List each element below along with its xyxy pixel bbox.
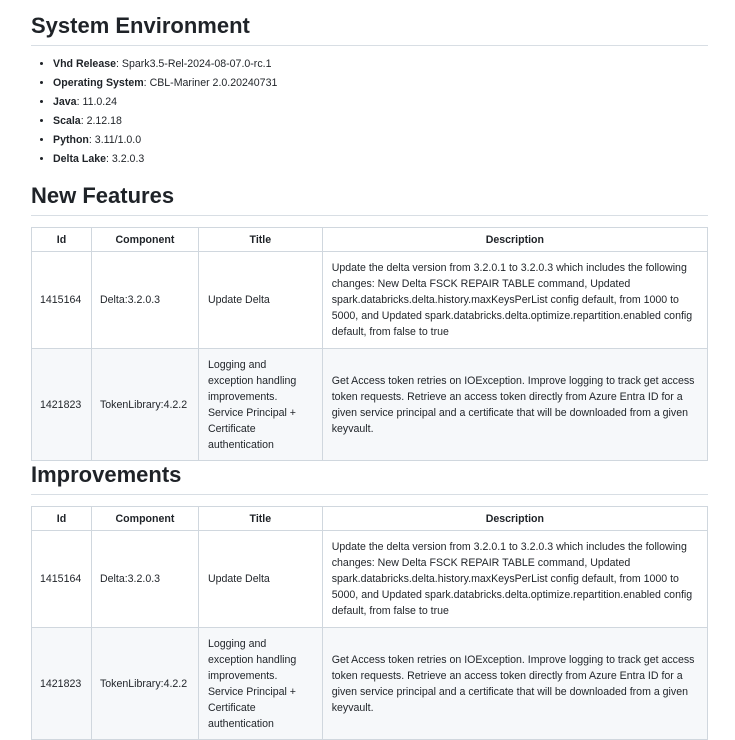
col-header-component: Component [91,228,198,252]
cell-id: 1415164 [32,531,92,628]
features-divider [31,215,708,216]
cell-component: Delta:3.2.0.3 [91,252,198,349]
improvements-table [31,506,708,740]
cell-description: Get Access token retries on IOException. Improve logging to track get access token requests. Retrieve an access token directly from Azure Entra ID for a given service principal and a certificate that will be downloaded from a given keyvault. [322,349,707,461]
col-header-title: Title [198,228,322,252]
table-header-row [32,507,708,531]
cell-description: Update the delta version from 3.2.0.1 to 3.2.0.3 which includes the following changes: New Delta FSCK REPAIR TABLE command, Updated spark.databricks.delta.history.maxKeysPerList config default, from 1000 to 5000, and Updated spark.databricks.delta.optimize.repartition.enabled config default, from false to true [322,252,707,349]
table-row [32,531,708,628]
cell-title: Logging and exception handling improvements. Service Principal + Certificate authentication [198,628,322,740]
cell-component: TokenLibrary:4.2.2 [91,628,198,740]
table-row [32,628,708,740]
env-item: • Vhd Release: Spark3.5-Rel-2024-08-07.0-rc.1 [53,55,277,74]
env-item: • Scala: 2.12.18 [53,112,277,131]
features-table [31,227,708,461]
improvements-heading: Improvements [31,462,182,487]
table-row [32,252,708,349]
improvements-divider [31,494,708,495]
cell-id: 1421823 [32,349,92,461]
col-header-component: Component [91,507,198,531]
env-item: • Delta Lake: 3.2.0.3 [53,150,277,169]
cell-component: TokenLibrary:4.2.2 [91,349,198,461]
col-header-title: Title [198,507,322,531]
cell-title: Logging and exception handling improvements. Service Principal + Certificate authentication [198,349,322,461]
cell-description: Get Access token retries on IOException. Improve logging to track get access token requests. Retrieve an access token directly from Azure Entra ID for a given service principal and a certificate that will be downloaded from a given keyvault. [322,628,707,740]
table-row [32,349,708,461]
cell-component: Delta:3.2.0.3 [91,531,198,628]
features-heading: New Features [31,183,175,208]
col-header-id: Id [32,507,92,531]
col-header-description: Description [322,228,707,252]
cell-id: 1421823 [32,628,92,740]
environment-list [31,55,277,169]
col-header-id: Id [32,228,92,252]
cell-description: Update the delta version from 3.2.0.1 to 3.2.0.3 which includes the following changes: New Delta FSCK REPAIR TABLE command, Updated spark.databricks.delta.history.maxKeysPerList config default, from 1000 to 5000, and Updated spark.databricks.delta.optimize.repartition.enabled config default, from false to true [322,531,707,628]
env-heading: System Environment [31,13,250,38]
env-item: • Python: 3.11/1.0.0 [53,131,277,150]
env-divider [31,45,708,46]
cell-title: Update Delta [198,252,322,349]
table-header-row [32,228,708,252]
env-item: • Operating System: CBL-Mariner 2.0.20240731 [53,74,277,93]
cell-title: Update Delta [198,531,322,628]
col-header-description: Description [322,507,707,531]
env-item: • Java: 11.0.24 [53,93,277,112]
cell-id: 1415164 [32,252,92,349]
